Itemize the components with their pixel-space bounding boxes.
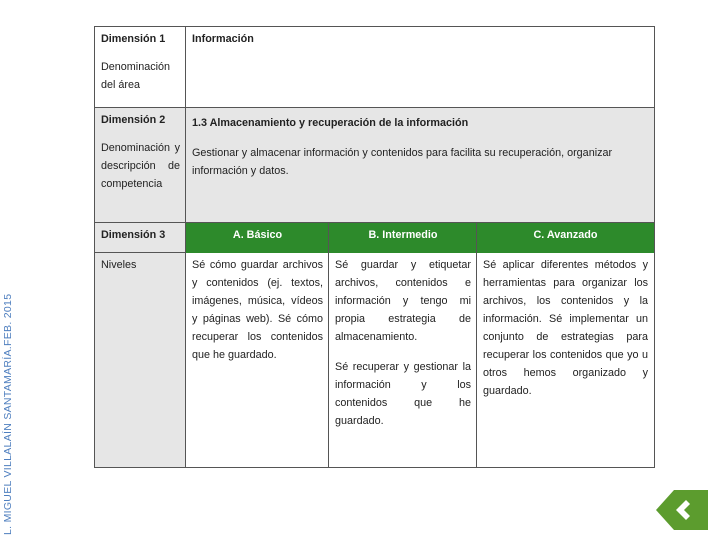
competence-title: 1.3 Almacenamiento y recuperación de la información (192, 117, 469, 129)
competence-description: Gestionar y almacenar información y contenidos para facilita su recuperación, organizar información y datos. (192, 147, 613, 177)
area-name-cell: Información (192, 33, 254, 45)
column-divider (185, 27, 186, 467)
dimension-2-label-cell (95, 108, 186, 223)
dimension-1-label-cell (95, 27, 186, 107)
column-divider (476, 223, 477, 467)
level-basic-description: Sé cómo guardar archivos y contenidos (ej. textos, imágenes, música, vídeos y páginas web). Sé cómo recuperar los contenidos que he guardado. (192, 259, 323, 361)
side-credit-text: L. MIGUEL VILLALAÍN SANTAMARÍA.FEB. 2015 (2, 293, 14, 535)
dimension-2-title: Dimensión 2 (101, 114, 166, 126)
row-divider (95, 222, 654, 223)
column-divider (328, 223, 329, 467)
level-header-intermediate: B. Intermedio (329, 223, 477, 253)
level-advanced-description: Sé aplicar diferentes métodos y herramientas para organizar los archivos, los contenidos y la información. Sé implementar un conjunto de estrategias para recuperar los contenidos que yo u otros hemos organizado y guardado. (483, 259, 648, 397)
competence-table (94, 26, 655, 468)
back-arrow-graphic (656, 490, 708, 530)
competence-cell (186, 108, 654, 223)
side-credit (2, 0, 20, 540)
dimension-3-label-cell (95, 223, 186, 253)
row-divider (95, 252, 186, 253)
dimension-3-title: Dimensión 3 (101, 229, 166, 241)
chevron-left-icon[interactable] (656, 490, 708, 530)
levels-label-cell (95, 253, 186, 467)
level-header-advanced: C. Avanzado (477, 223, 654, 253)
levels-label: Niveles (101, 259, 137, 271)
dimension-2-subtitle: Denominación y descripción de competencia (101, 142, 180, 190)
level-header-basic: A. Básico (186, 223, 329, 253)
row-divider (95, 107, 654, 108)
level-intermediate-paragraph-2: Sé recuperar y gestionar la información y los contenidos que he guardado. (335, 361, 471, 427)
dimension-1-subtitle: Denominación del área (101, 61, 171, 91)
dimension-1-title: Dimensión 1 (101, 33, 166, 45)
level-intermediate-paragraph-1: Sé guardar y etiquetar archivos, contenidos e información y tengo mi propia estrategia de almacenamiento. (335, 259, 471, 343)
level-intermediate-cell (329, 253, 477, 467)
